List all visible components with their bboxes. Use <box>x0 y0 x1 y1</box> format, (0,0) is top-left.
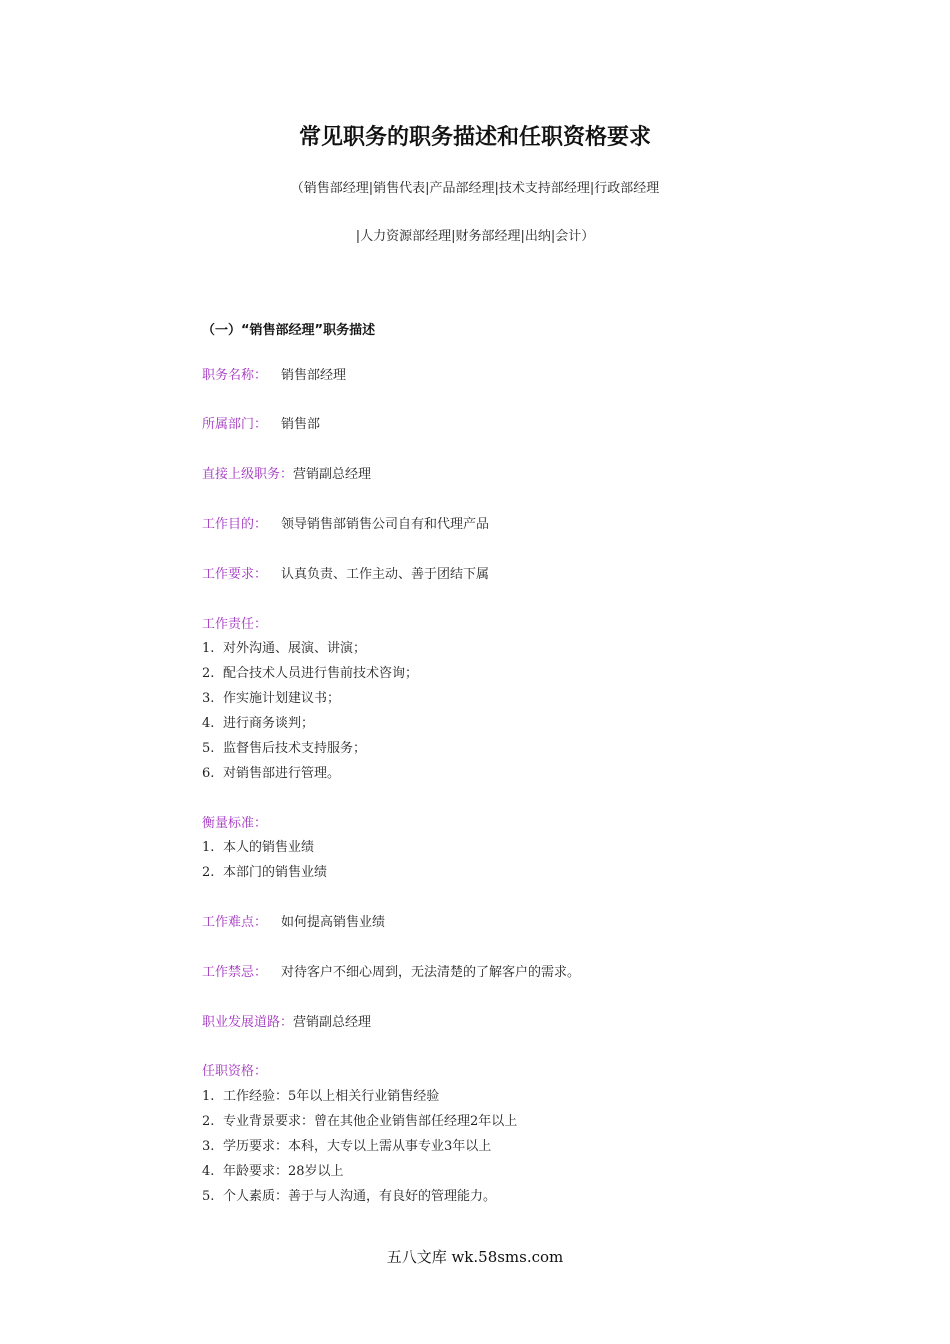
field-label: 工作要求： <box>202 567 268 582</box>
list-item: 2. 专业背景要求：曾在其他企业销售部任经理2年以上 <box>202 1114 518 1129</box>
list-item: 2. 本部门的销售业绩 <box>202 865 328 880</box>
field-difficulty <box>202 913 385 933</box>
list-item: 6. 对销售部进行管理。 <box>202 766 341 781</box>
field-value: 销售部经理 <box>281 368 347 383</box>
field-job-title <box>202 366 346 386</box>
list-item: 4. 年龄要求：28岁以上 <box>202 1164 344 1179</box>
field-value: 如何提高销售业绩 <box>281 915 386 930</box>
measurement-list <box>202 835 327 885</box>
list-item: 1. 工作经验：5年以上相关行业销售经验 <box>202 1089 440 1104</box>
field-label: 所属部门： <box>202 417 268 432</box>
field-value: 认真负责、工作主动、善于团结下属 <box>281 567 490 582</box>
document-title: 常见职务的职务描述和任职资格要求 <box>298 125 651 150</box>
subtitle-line-2: |人力资源部经理|财务部经理|出纳|会计） <box>355 229 595 244</box>
responsibilities-label: 工作责任： <box>202 617 268 632</box>
list-item: 3. 学历要求：本科，大专以上需从事专业3年以上 <box>202 1139 492 1154</box>
field-career-path <box>202 1013 371 1033</box>
responsibilities-list <box>202 636 418 786</box>
list-item: 2. 配合技术人员进行售前技术咨询； <box>202 666 419 681</box>
qualifications-label: 任职资格： <box>202 1064 268 1079</box>
field-label: 直接上级职务： <box>202 467 294 482</box>
field-label: 工作难点： <box>202 915 268 930</box>
list-item: 4. 进行商务谈判； <box>202 716 315 731</box>
field-taboo <box>202 963 580 983</box>
field-label: 工作目的： <box>202 517 268 532</box>
field-label: 职务名称： <box>202 368 268 383</box>
field-label: 职业发展道路： <box>202 1015 294 1030</box>
field-value: 销售部 <box>281 417 321 432</box>
field-value: 营销副总经理 <box>293 467 372 482</box>
field-superior <box>202 465 371 485</box>
list-item: 1. 对外沟通、展演、讲演； <box>202 641 367 656</box>
list-item: 3. 作实施计划建议书； <box>202 691 341 706</box>
qualifications-list <box>202 1084 517 1209</box>
subtitle-line-1: （销售部经理|销售代表|产品部经理|技术支持部经理|行政部经理 <box>290 181 660 196</box>
list-item: 5. 监督售后技术支持服务； <box>202 741 367 756</box>
field-purpose <box>202 515 489 535</box>
field-requirements <box>202 565 489 585</box>
section-heading: （一）“销售部经理”职务描述 <box>202 323 376 338</box>
measurement-label: 衡量标准： <box>202 816 268 831</box>
list-item: 5. 个人素质：善于与人沟通，有良好的管理能力。 <box>202 1189 497 1204</box>
footer-watermark: 五八文库 wk.58sms.com <box>386 1248 564 1266</box>
field-department <box>202 415 320 435</box>
field-value: 领导销售部销售公司自有和代理产品 <box>281 517 490 532</box>
field-value: 对待客户不细心周到，无法清楚的了解客户的需求。 <box>281 965 581 980</box>
field-value: 营销副总经理 <box>293 1015 372 1030</box>
list-item: 1. 本人的销售业绩 <box>202 840 315 855</box>
field-label: 工作禁忌： <box>202 965 268 980</box>
